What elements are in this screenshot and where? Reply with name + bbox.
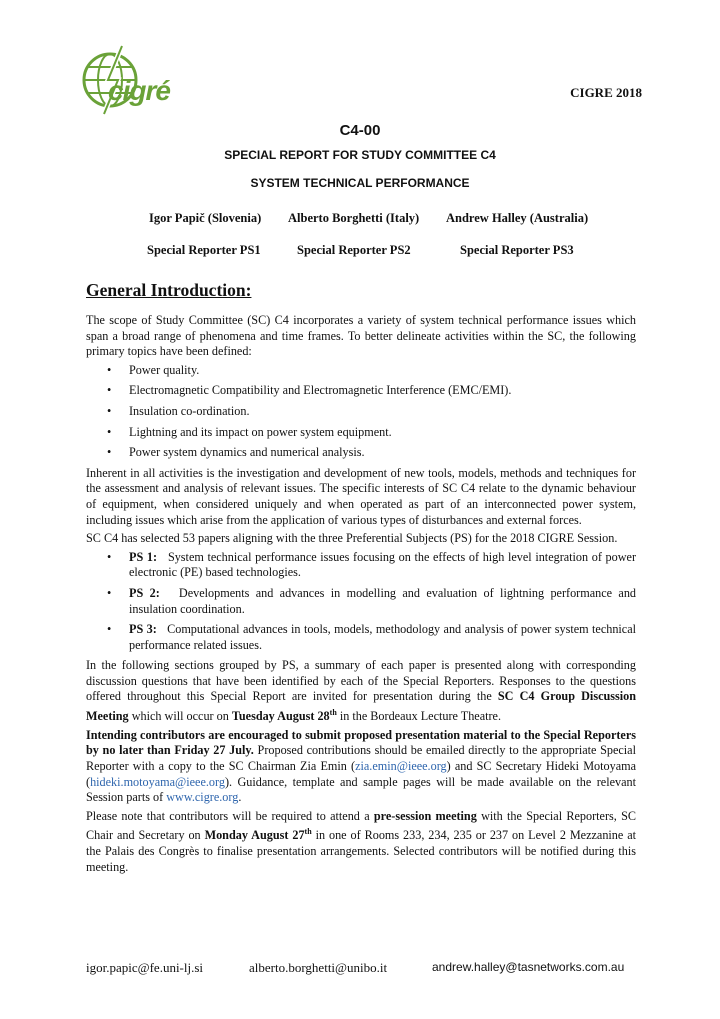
list-item: • Power system dynamics and numerical analysis.	[129, 445, 636, 461]
following-text: In the following sections grouped by PS, a summary of each paper is presented along with corresponding discussion questions that have been identified by each of the Special Reporters. Responses to the questions offered throughout this Special Report are invited for presentation during the	[86, 658, 636, 704]
report-title: SPECIAL REPORT FOR STUDY COMMITTEE C4	[224, 148, 496, 162]
list-item: • Power quality.	[129, 363, 636, 379]
ps-label: PS 2:	[129, 585, 160, 600]
ps-item	[129, 586, 636, 617]
cigre-website-link[interactable]: www.cigre.org	[166, 790, 239, 805]
following-text: which will occur on	[128, 709, 232, 724]
pre-session-date-text: Monday August 27	[204, 828, 305, 843]
list-item: • Lightning and its impact on power system equipment.	[129, 425, 636, 441]
author-3-role: Special Reporter PS3	[460, 243, 574, 257]
note-text: with the Special Reporters, SC Chair and Secretary on	[86, 808, 636, 843]
ps-text: System technical performance issues focusing on the effects of high level integration of power electronic (PE) based technologies.	[129, 549, 637, 580]
contrib-text: ) and SC Secretary Hideki Motoyama (	[86, 758, 636, 789]
meeting-date-text: Tuesday August 28	[231, 709, 330, 724]
meeting-date-sup: th	[329, 708, 337, 718]
contrib-text: Proposed contributions should be emailed directly to the appropriate Special Reporter with a copy to the SC Chairman Zia Emin (	[86, 743, 636, 773]
selected-paragraph: SC C4 has selected 53 papers aligning with the three Preferential Subjects (PS) for the 2018 CIGRE Session.	[86, 531, 618, 546]
list-item: • Insulation co-ordination.	[129, 404, 636, 420]
footer-email-1[interactable]: igor.papic@fe.uni-lj.si	[86, 960, 204, 975]
ps-label: PS 3:	[129, 622, 157, 637]
chairman-email-link[interactable]: zia.emin@ieee.org	[355, 758, 447, 773]
cigre-logo	[78, 40, 188, 120]
contrib-paragraph	[86, 728, 636, 806]
conference-label: CIGRE 2018	[570, 85, 642, 100]
ps-text: Computational advances in tools, models, methodology and analysis of power system technical performance related issues.	[129, 622, 637, 652]
author-3-name: Andrew Halley (Australia)	[446, 211, 589, 225]
author-2-role: Special Reporter PS2	[297, 243, 411, 257]
secretary-email-link[interactable]: hideki.motoyama@ieee.org	[90, 774, 225, 789]
author-2-name: Alberto Borghetti (Italy)	[288, 211, 420, 225]
note-paragraph	[86, 809, 636, 875]
topics-list	[86, 363, 636, 461]
meeting-date	[232, 709, 337, 723]
report-subject: SYSTEM TECHNICAL PERFORMANCE	[250, 176, 470, 190]
pre-session-date-sup: th	[304, 827, 312, 837]
contrib-text: ). Guidance, template and sample pages will be made available on the relevant Session parts of	[86, 774, 636, 805]
following-text: in the Bordeaux Lecture Theatre.	[336, 709, 502, 724]
ps-text: Developments and advances in modelling and evaluation of lightning performance and insulation coordination.	[129, 585, 637, 616]
meeting-name: SC C4 Group Discussion Meeting	[86, 689, 636, 724]
inherent-paragraph: Inherent in all activities is the investigation and development of new tools, models, methods and techniques for the assessment and analysis of relevant issues. The specific interests of SC C4 relate to the dynamic behaviour of equipment, when considered uniquely and when operated as part of an interconnected power system, including issues which arise from the application of various types of disturbances and external forces.	[86, 465, 636, 527]
ps-label: PS 1:	[129, 549, 158, 564]
section-heading: General Introduction:	[86, 280, 252, 300]
section-body	[86, 313, 636, 878]
footer-email-3[interactable]: andrew.halley@tasnetworks.com.au	[432, 960, 625, 974]
author-1-role: Special Reporter PS1	[147, 243, 261, 257]
following-paragraph	[86, 658, 636, 724]
pre-session-date	[205, 828, 312, 842]
ps-list	[86, 550, 636, 654]
list-item: • Electromagnetic Compatibility and Electromagnetic Interference (EMC/EMI).	[129, 383, 636, 399]
note-text: in one of Rooms 233, 234, 235 or 237 on Level 2 Mezzanine at the Palais des Congrès to finalise presentation arrangements. Selected contributors will be notified during this meeting.	[86, 828, 637, 874]
logo-wordmark: cigré	[108, 75, 170, 106]
contrib-bold: Intending contributors are encouraged to submit proposed presentation material to the Special Reporters by no later than Friday 27 July.	[86, 727, 636, 758]
author-1-name: Igor Papič (Slovenia)	[149, 211, 262, 225]
ps-item	[129, 550, 636, 581]
intro-paragraph: The scope of Study Committee (SC) C4 incorporates a variety of system technical performance issues which span a broad range of phenomena and time frames. To better delineate activities within the SC, the following primary topics have been defined:	[86, 313, 636, 359]
ps-item	[129, 622, 636, 653]
pre-session-meeting: pre-session meeting	[373, 808, 477, 823]
report-code: C4-00	[339, 122, 381, 139]
contrib-text: .	[238, 790, 242, 805]
note-text: Please note that contributors will be required to attend a	[86, 808, 374, 823]
footer-email-2[interactable]: alberto.borghetti@unibo.it	[249, 960, 388, 975]
